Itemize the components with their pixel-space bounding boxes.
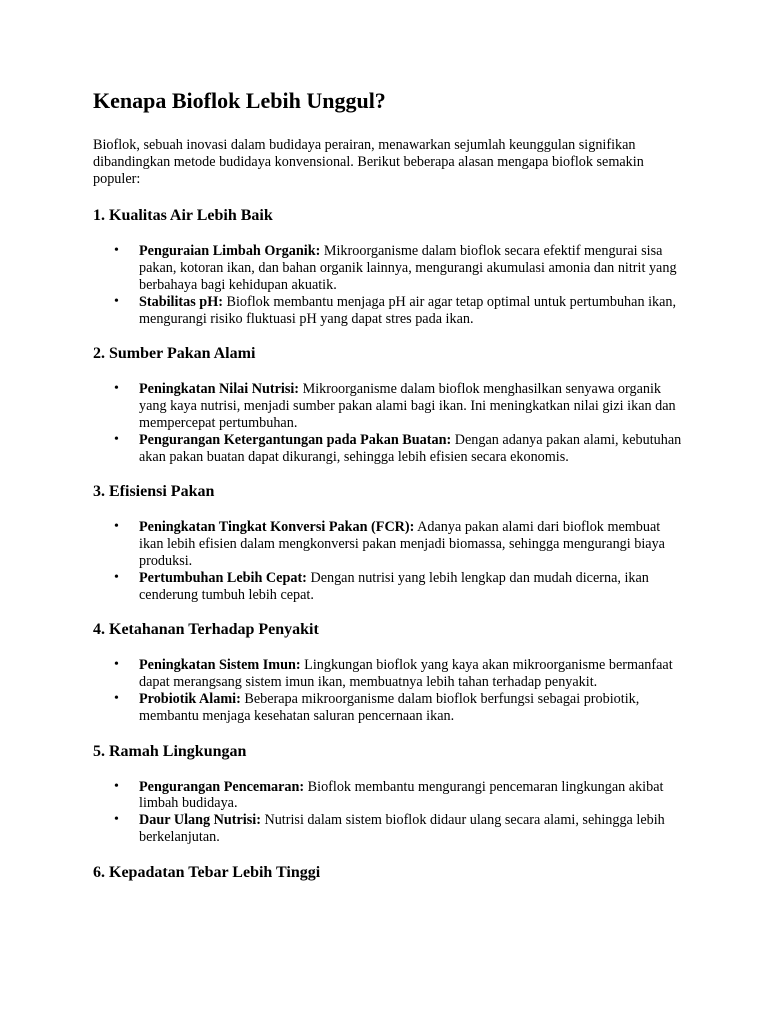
bullet-icon: • bbox=[114, 381, 119, 397]
bullet-icon: • bbox=[114, 519, 119, 535]
item-text: Mikroorganisme dalam bioflok menghasilkan senyawa organik yang kaya nutrisi, menjadi sumber pakan alami bagi ikan. Ini meningkatkan nilai gizi ikan dan mempercepat pertumbuhan. bbox=[139, 381, 676, 431]
bullet-list bbox=[93, 519, 683, 603]
list-item bbox=[93, 243, 683, 293]
bullet-list bbox=[93, 779, 683, 846]
item-term: Peningkatan Tingkat Konversi Pakan (FCR): bbox=[139, 519, 415, 536]
section-heading: 6. Kepadatan Tebar Lebih Tinggi bbox=[93, 863, 321, 881]
item-text: Bioflok membantu menjaga pH air agar tetap optimal untuk pertumbuhan ikan, mengurangi risiko fluktuasi pH yang dapat stres pada ikan. bbox=[139, 293, 677, 327]
list-item bbox=[93, 570, 683, 604]
section-kepadatan-tebar bbox=[93, 863, 683, 883]
list-item bbox=[93, 381, 683, 431]
item-term: Pertumbuhan Lebih Cepat: bbox=[139, 569, 307, 586]
item-text: Beberapa mikroorganisme dalam bioflok berfungsi sebagai probiotik, membantu menjaga kesehatan saluran pencernaan ikan. bbox=[139, 690, 640, 724]
item-text: Adanya pakan alami dari bioflok membuat ikan lebih efisien dalam mengkonversi pakan menjadi biomassa, sehingga mengurangi biaya produksi. bbox=[139, 519, 665, 569]
list-item bbox=[93, 432, 683, 466]
bullet-list bbox=[93, 657, 683, 724]
item-term: Peningkatan Sistem Imun: bbox=[139, 657, 301, 674]
list-item bbox=[93, 294, 683, 328]
bullet-icon: • bbox=[114, 778, 119, 794]
item-text: Mikroorganisme dalam bioflok secara efektif mengurai sisa pakan, kotoran ikan, dan bahan organik lainnya, mengurangi akumulasi amonia dan nitrit yang berbahaya bagi kehidupan akuatik. bbox=[139, 243, 677, 293]
item-term: Stabilitas pH: bbox=[139, 293, 223, 310]
section-heading: 1. Kualitas Air Lebih Baik bbox=[93, 207, 273, 225]
section-ketahanan-penyakit bbox=[93, 620, 683, 724]
section-heading: 3. Efisiensi Pakan bbox=[93, 483, 215, 501]
bullet-icon: • bbox=[114, 431, 119, 447]
list-item bbox=[93, 657, 683, 691]
section-heading: 5. Ramah Lingkungan bbox=[93, 742, 247, 760]
bullet-icon: • bbox=[114, 243, 119, 259]
item-term: Penguraian Limbah Organik: bbox=[139, 243, 321, 260]
section-ramah-lingkungan bbox=[93, 742, 683, 846]
list-item bbox=[93, 812, 683, 846]
document-page bbox=[93, 86, 683, 900]
bullet-icon: • bbox=[114, 657, 119, 673]
section-kualitas-air bbox=[93, 206, 683, 327]
item-text: Dengan nutrisi yang lebih lengkap dan mudah dicerna, ikan cenderung tumbuh lebih cepat. bbox=[139, 569, 649, 603]
bullet-list bbox=[93, 243, 683, 327]
list-item bbox=[93, 691, 683, 725]
section-efisiensi-pakan bbox=[93, 482, 683, 603]
document-title: Kenapa Bioflok Lebih Unggul? bbox=[93, 88, 386, 113]
item-term: Pengurangan Pencemaran: bbox=[139, 778, 305, 795]
bullet-icon: • bbox=[114, 812, 119, 828]
item-text: Dengan adanya pakan alami, kebutuhan akan pakan buatan dapat dikurangi, sehingga lebih efisien secara ekonomis. bbox=[139, 431, 682, 465]
item-term: Daur Ulang Nutrisi: bbox=[139, 812, 261, 829]
intro-paragraph: Bioflok, sebuah inovasi dalam budidaya perairan, menawarkan sejumlah keunggulan signifikan dibandingkan metode budidaya konvensional. Berikut beberapa alasan mengapa bioflok semakin populer: bbox=[93, 137, 644, 187]
item-text: Lingkungan bioflok yang kaya akan mikroorganisme bermanfaat dapat merangsang sistem imun ikan, membuatnya lebih tahan terhadap penyakit. bbox=[139, 657, 673, 691]
item-term: Pengurangan Ketergantungan pada Pakan Buatan: bbox=[139, 431, 452, 448]
section-heading: 4. Ketahanan Terhadap Penyakit bbox=[93, 621, 319, 639]
item-term: Probiotik Alami: bbox=[139, 690, 241, 707]
item-text: Nutrisi dalam sistem bioflok didaur ulang secara alami, sehingga lebih berkelanjutan. bbox=[139, 812, 665, 845]
item-text: Bioflok membantu mengurangi pencemaran lingkungan akibat limbah budidaya. bbox=[139, 778, 664, 812]
bullet-icon: • bbox=[114, 690, 119, 706]
bullet-icon: • bbox=[114, 569, 119, 585]
section-heading: 2. Sumber Pakan Alami bbox=[93, 345, 256, 363]
list-item bbox=[93, 779, 683, 813]
bullet-list bbox=[93, 381, 683, 465]
section-sumber-pakan bbox=[93, 344, 683, 465]
bullet-icon: • bbox=[114, 293, 119, 309]
item-term: Peningkatan Nilai Nutrisi: bbox=[139, 381, 300, 398]
list-item bbox=[93, 519, 683, 569]
